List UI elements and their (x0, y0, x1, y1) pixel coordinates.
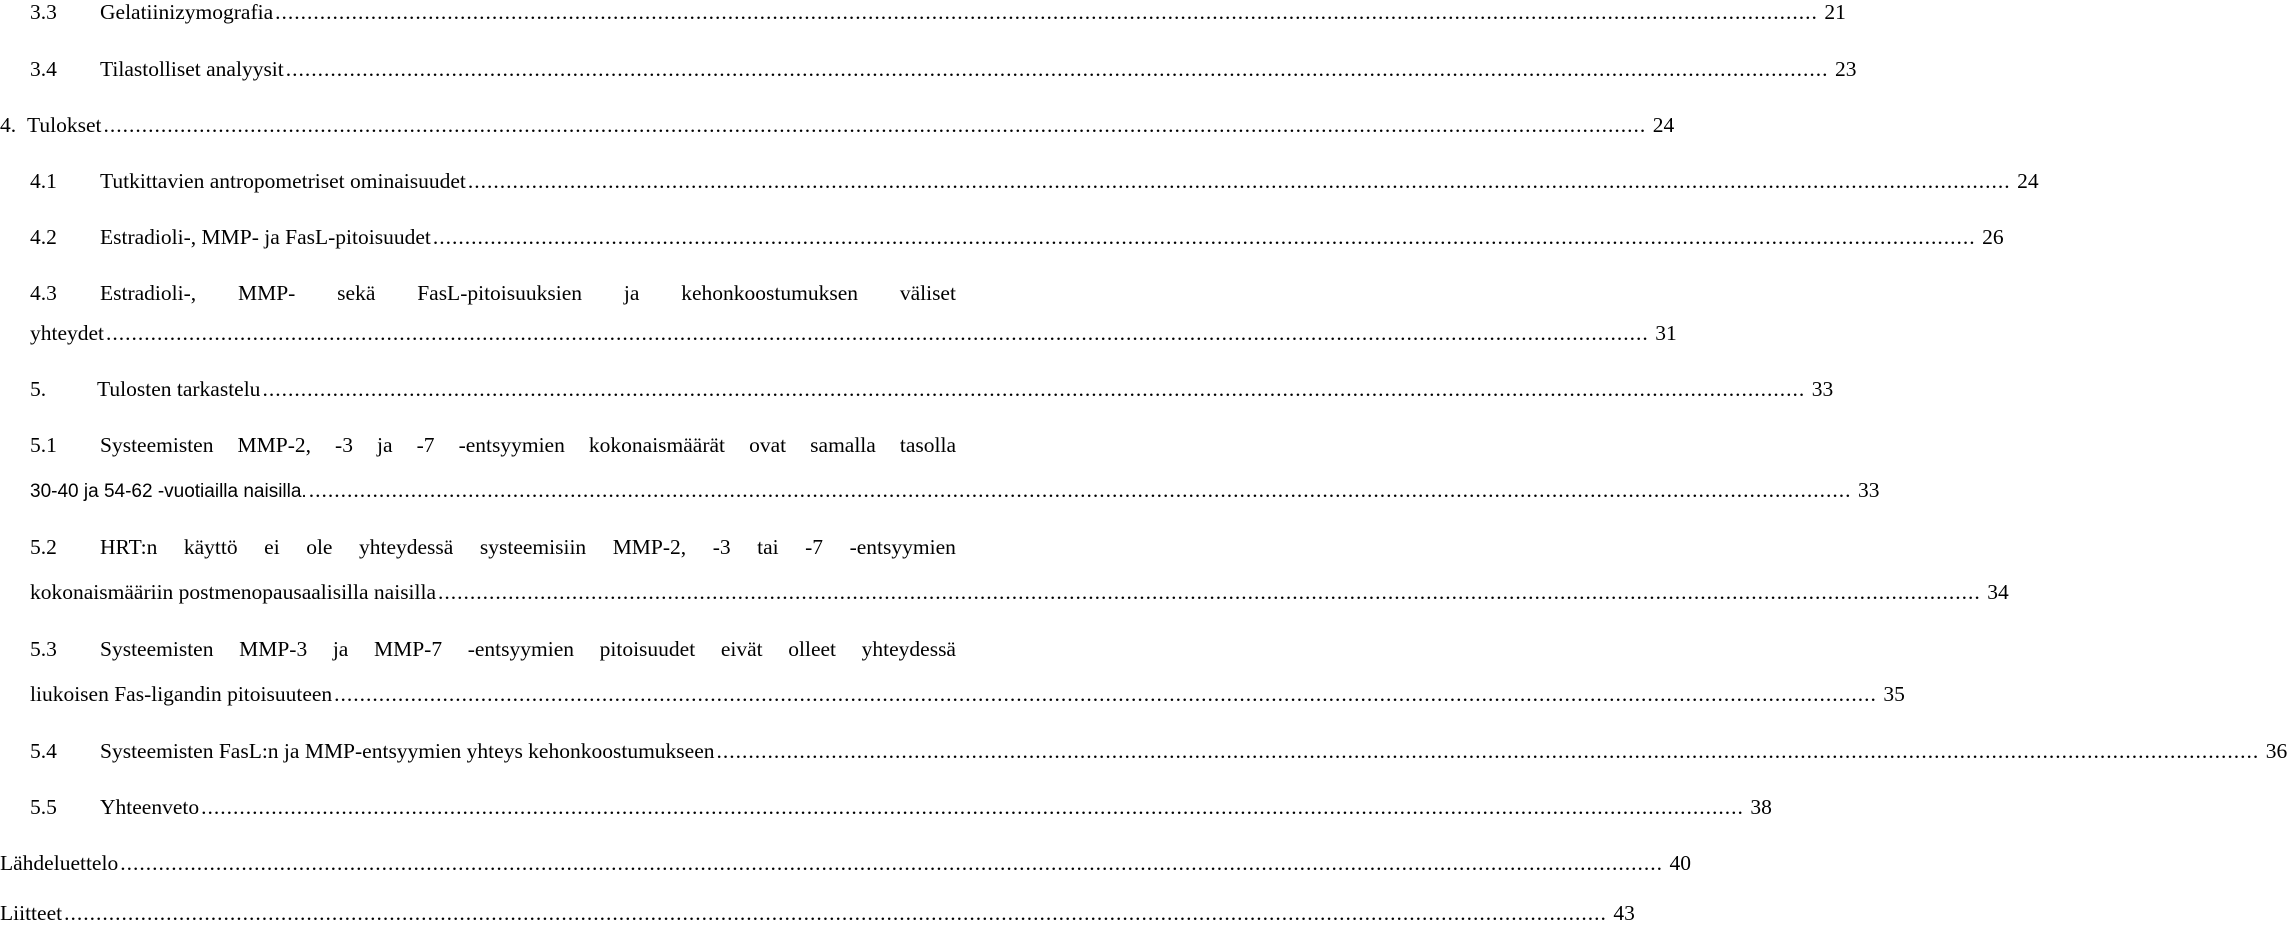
word: FasL-pitoisuuksien (417, 281, 583, 305)
word: eivät (720, 637, 763, 661)
toc-entry-5-3-continued[interactable] (0, 682, 1905, 712)
toc-number: 5.1 (30, 433, 57, 457)
toc-number: 4.1 (30, 169, 57, 193)
word: -7 (416, 433, 435, 457)
toc-entry-3-3[interactable] (0, 0, 1846, 30)
word: tasolla (899, 433, 956, 457)
word: ovat (749, 433, 787, 457)
toc-entry-4-2[interactable] (0, 225, 2004, 255)
word: -entsyymien (467, 637, 575, 661)
dot-leader (717, 739, 2260, 764)
word: MMP-2, (237, 433, 311, 457)
toc-title-line-2: yhteydet (30, 321, 105, 345)
toc-page-number: 35 (1883, 682, 1905, 706)
toc-title: Tulosten tarkastelu (97, 377, 261, 401)
toc-title: Liitteet (0, 901, 63, 925)
toc-number: 4.2 (30, 225, 57, 249)
toc-number: 5. (30, 377, 47, 401)
word: -3 (335, 433, 353, 457)
toc-page-number: 23 (1835, 57, 1857, 81)
toc-entry-5-1-continued[interactable] (0, 478, 1880, 508)
toc-page-number: 36 (2265, 739, 2287, 763)
word: Systeemisten (100, 637, 214, 661)
word: MMP-7 (373, 637, 443, 661)
toc-entry-5-3[interactable] (0, 637, 956, 667)
word: -3 (712, 535, 731, 559)
toc-title-line-1 (100, 433, 956, 458)
word: kokonaismäärät (588, 433, 726, 457)
word: yhteydessä (861, 637, 956, 661)
word: pitoisuudet (599, 637, 696, 661)
word: ei (264, 535, 280, 559)
word: Estradioli-, (100, 281, 197, 305)
dot-leader (120, 851, 1663, 876)
toc-entry-5-4[interactable] (0, 739, 2287, 769)
toc-entry-lahdeluettelo[interactable] (0, 851, 1691, 881)
toc-title: Lähdeluettelo (0, 851, 119, 875)
word: MMP- (237, 281, 296, 305)
word: yhteydessä (359, 535, 454, 559)
toc-title: Estradioli-, MMP- ja FasL-pitoisuudet (100, 225, 431, 249)
dot-leader (275, 0, 1818, 25)
word: systeemisiin (479, 535, 587, 559)
toc-number: 3.4 (30, 57, 57, 81)
toc-entry-liitteet[interactable] (0, 901, 1635, 931)
dot-leader (103, 113, 1646, 138)
word: ole (306, 535, 333, 559)
word: -7 (805, 535, 824, 559)
toc-title: Tilastolliset analyysit (100, 57, 284, 81)
toc-page-number: 24 (1652, 113, 1675, 137)
toc-title-line-2: 30-40 ja 54-62 -vuotiailla naisilla. (30, 481, 307, 502)
word: kehonkoostumuksen (681, 281, 858, 305)
toc-entry-4-1[interactable] (0, 169, 2039, 199)
toc-title-line-2: liukoisen Fas-ligandin pitoisuuteen (30, 682, 333, 706)
word: samalla (810, 433, 876, 457)
word: -entsyymien (458, 433, 565, 457)
toc-entry-3-4[interactable] (0, 57, 1857, 87)
word: väliset (899, 281, 956, 305)
toc-title: Tulokset (27, 113, 102, 137)
dot-leader (64, 901, 1607, 926)
toc-page-number: 31 (1655, 321, 1677, 345)
toc-number: 5.4 (30, 739, 57, 763)
dot-leader (106, 321, 1649, 346)
toc-title: Tutkittavien antropometriset ominaisuudet (100, 169, 466, 193)
toc-page-number: 33 (1857, 478, 1880, 502)
toc-number: 5.3 (30, 637, 57, 661)
word: -entsyymien (849, 535, 956, 559)
word: Systeemisten (100, 433, 214, 457)
toc-page-number: 40 (1669, 851, 1691, 875)
word: HRT:n (100, 535, 158, 559)
toc-page-number: 43 (1613, 901, 1635, 925)
dot-leader (334, 682, 1877, 707)
dot-leader (262, 377, 1805, 402)
toc-entry-5-5[interactable] (0, 795, 1772, 825)
toc-page-number: 34 (1987, 580, 2009, 604)
toc-title: Yhteenveto (100, 795, 200, 819)
dot-leader (309, 478, 1852, 503)
word: ja (332, 637, 349, 661)
word: sekä (337, 281, 376, 305)
toc-entry-4-3[interactable] (0, 281, 956, 311)
word: MMP-3 (239, 637, 308, 661)
toc-title-line-1 (100, 637, 956, 662)
toc-entry-4[interactable] (0, 113, 1675, 143)
dot-leader (286, 57, 1829, 82)
toc-entry-5-2[interactable] (0, 535, 956, 565)
word: tai (757, 535, 779, 559)
toc-number: 4. (0, 113, 17, 137)
dot-leader (468, 169, 2011, 194)
toc-number: 3.3 (30, 0, 57, 24)
toc-entry-5[interactable] (0, 377, 1834, 407)
toc-title-line-1 (100, 281, 956, 306)
toc-number: 4.3 (30, 281, 57, 305)
word: MMP-2, (612, 535, 687, 559)
toc-number: 5.5 (30, 795, 57, 819)
toc-page-number: 38 (1750, 795, 1772, 819)
toc-title: Systeemisten FasL:n ja MMP-entsyymien yhteys kehonkoostumukseen (100, 739, 715, 763)
toc-entry-4-3-continued[interactable] (0, 321, 1677, 351)
word: ja (623, 281, 640, 305)
dot-leader (433, 225, 1976, 250)
toc-page-number: 33 (1811, 377, 1834, 401)
word: olleet (788, 637, 837, 661)
toc-page-number: 26 (1982, 225, 2004, 249)
word: ja (377, 433, 393, 457)
toc-entry-5-2-continued[interactable] (0, 580, 2009, 610)
toc-page-number: 21 (1824, 0, 1846, 24)
word: käyttö (183, 535, 238, 559)
toc-title-line-1 (100, 535, 956, 560)
toc-number: 5.2 (30, 535, 57, 559)
dot-leader (201, 795, 1744, 820)
toc-title: Gelatiinizymografia (100, 0, 274, 24)
toc-title-line-2: kokonaismääriin postmenopausaalisilla naisilla (30, 580, 437, 604)
toc-page-number: 24 (2017, 169, 2039, 193)
toc-entry-5-1[interactable] (0, 433, 956, 463)
dot-leader (438, 580, 1981, 605)
